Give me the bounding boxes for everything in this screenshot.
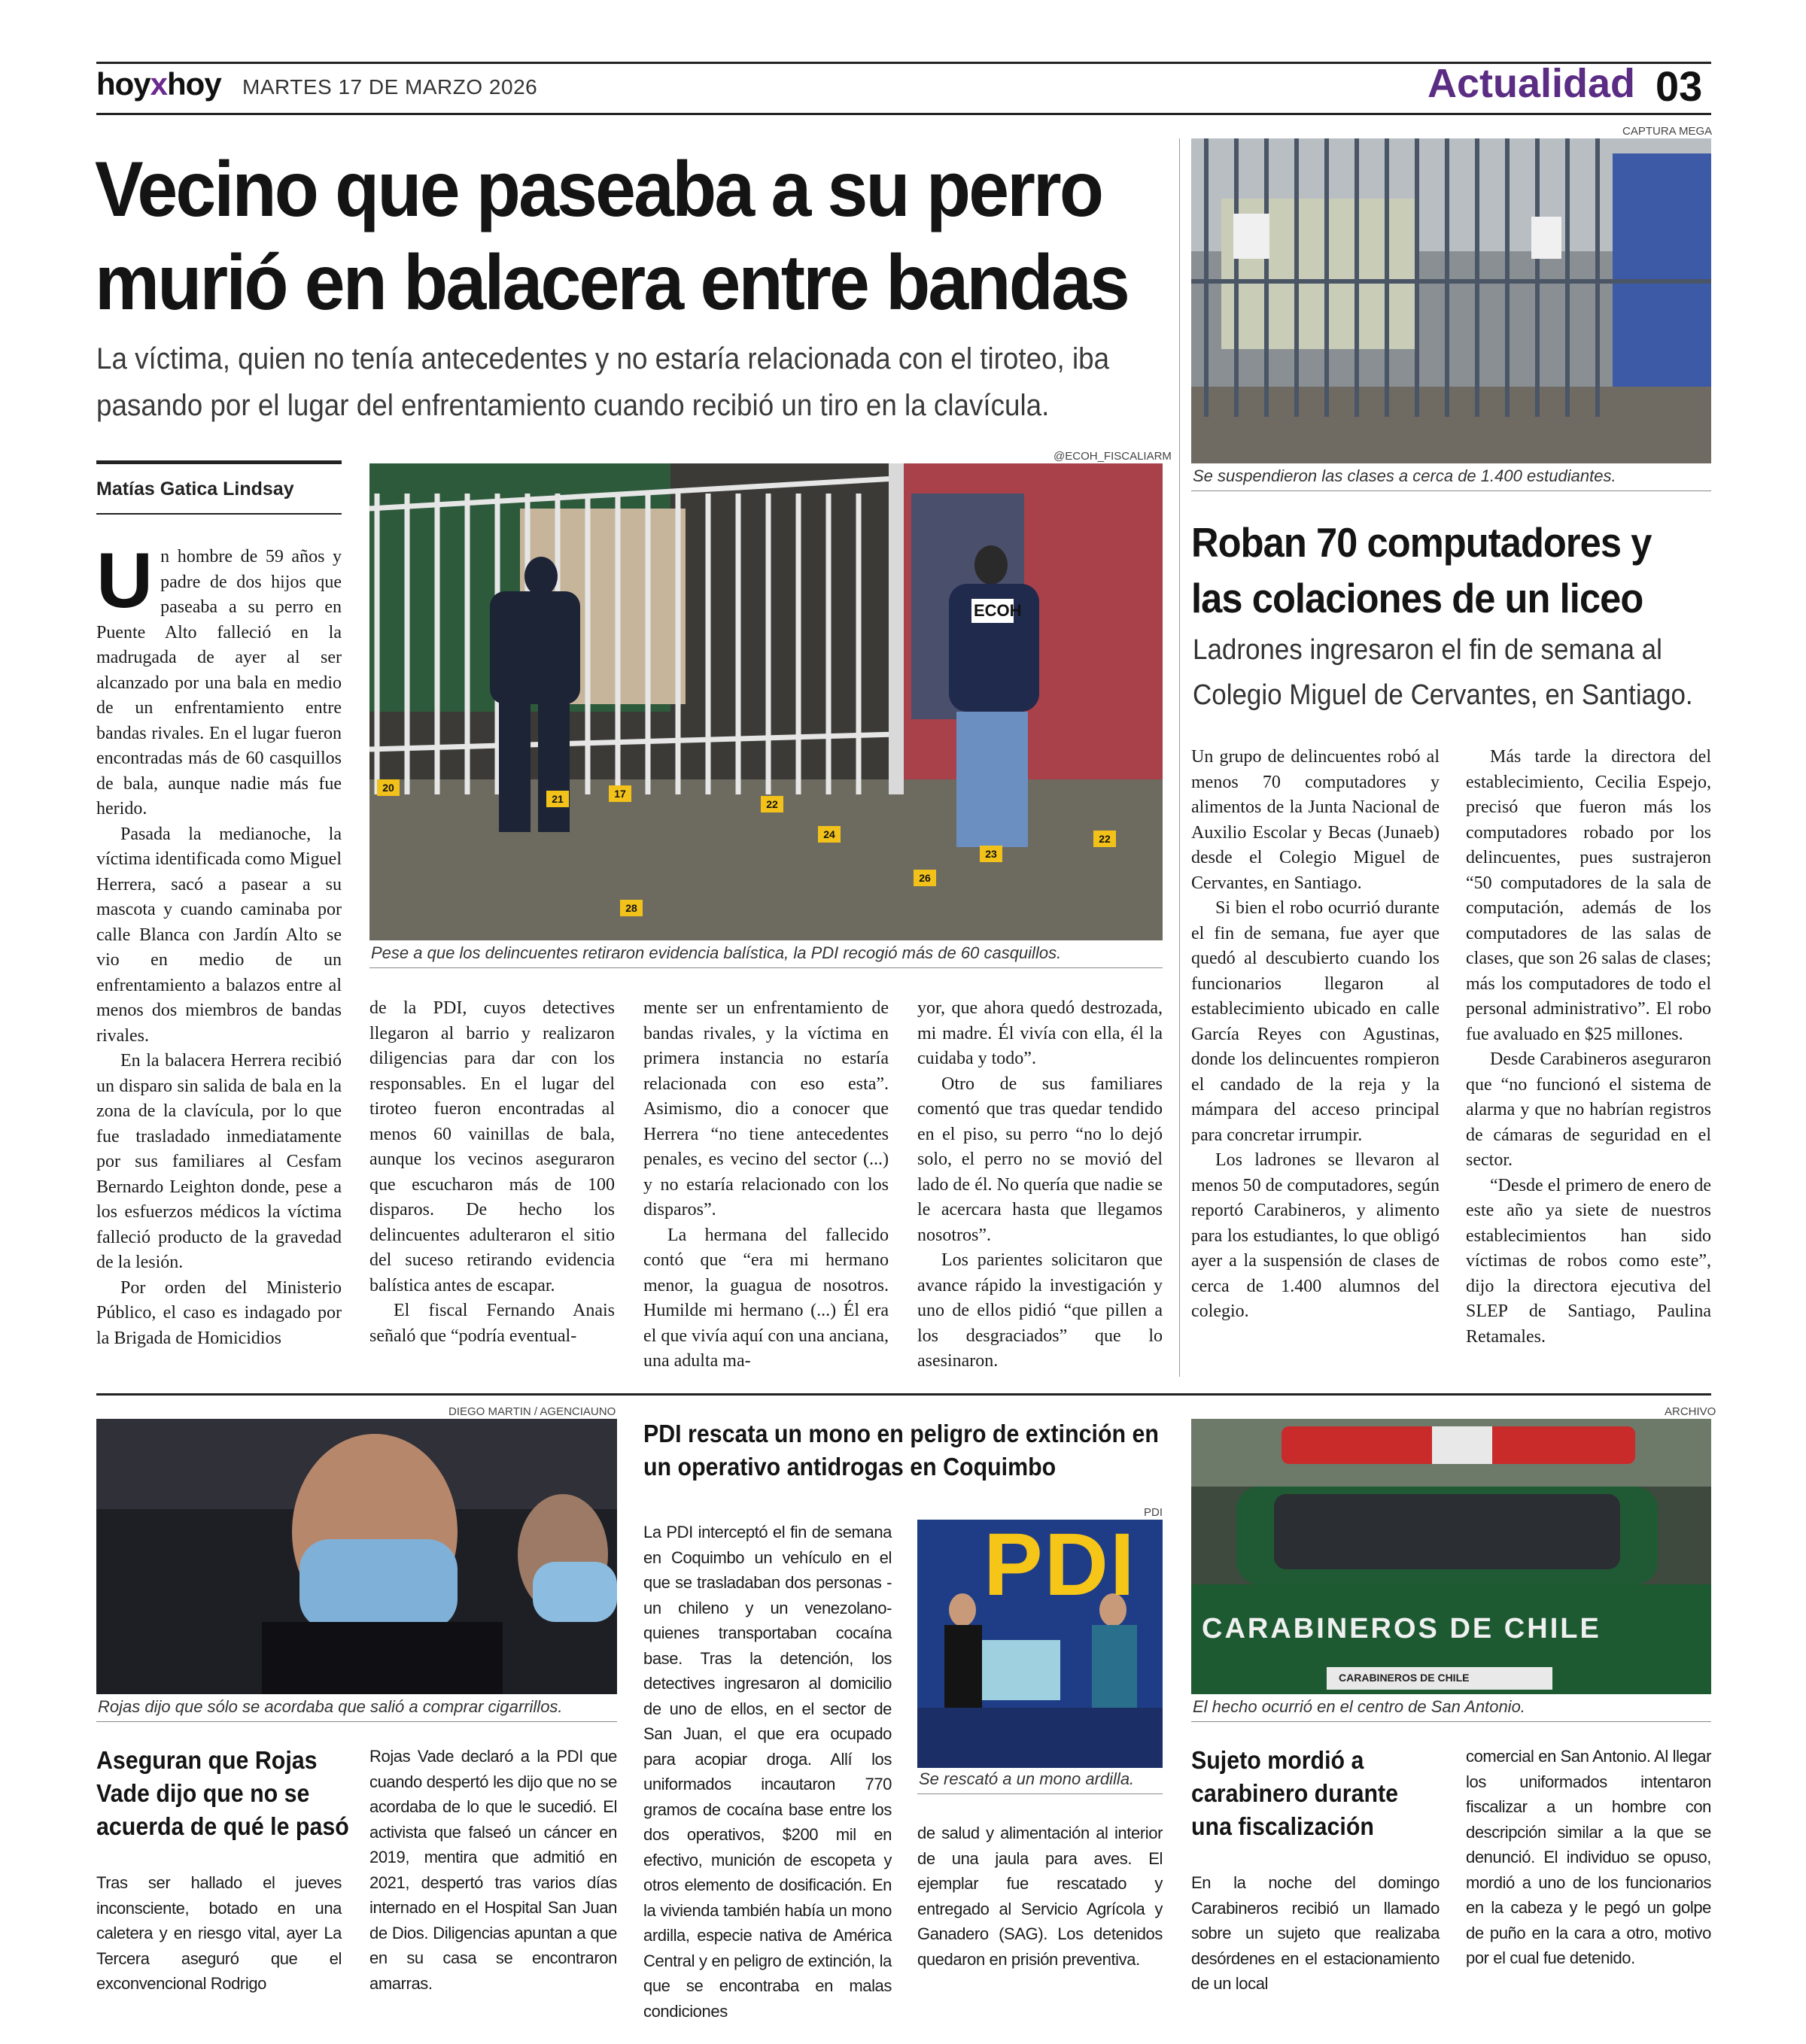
school-deck-line1: Ladrones ingresaron el fin de semana al bbox=[1193, 634, 1662, 666]
main-headline-line1: Vecino que paseaba a su perro bbox=[95, 146, 1102, 233]
main-col4-p2: Otro de sus familiares comentó que tras quedar tendido en el piso, su perro “no lo dejó solo, el perro no se movió del lado de él. No quería que nadie se le acercara hasta que llegamos nosotros”. bbox=[917, 1074, 1163, 1245]
school-caption-rule bbox=[1191, 490, 1711, 491]
main-deck-line1: La víctima, quien no tenía antecedentes y no estaría relacionada con el tiroteo, iba bbox=[96, 342, 1110, 375]
main-story-column-4 bbox=[917, 996, 1163, 1377]
main-col3-p2: La hermana del fallecido contó que “era mi hermano menor, la guagua de nosotros. Humilde mi hermano (...) Él era el que vivía aquí con una anciana, una adulta ma- bbox=[643, 1225, 889, 1371]
main-col1-p2: Pasada la medianoche, la víctima identificada como Miguel Herrera, sacó a pasear a su mascota y cuando caminaba por calle Blanca con Jardín Alto se vio en medio de un enfrentamiento a balazos entre al menos dos miembros de bandas rivales. bbox=[96, 824, 342, 1046]
vest-label: ECOH bbox=[974, 601, 1022, 620]
issue-date: MARTES 17 DE MARZO 2026 bbox=[242, 75, 538, 99]
evidence-marker bbox=[818, 826, 841, 843]
bottom-section-rule bbox=[96, 1393, 1711, 1396]
monkey-col1-text: La PDI interceptó el fin de semana en Coquimbo un vehículo en el que se trasladaban dos personas -un chileno y un venezolano- quienes transportaban cocaína base. Tras la detención, los detectives ingresaron al domicilio de uno de ellos, en el sector de San Juan, el que era ocupado para acopiar droga. Allí los uniformados incautaron 770 gramos de cocaína base entre los dos operativos, $200 mil en efectivo, munición de escopeta y otros elemento de dosificación. En la vivienda también había un mono ardilla, especie nativa de América Central y en peligro de extinción, la que se encontraba en malas condiciones bbox=[643, 1523, 892, 2021]
main-caption-rule bbox=[369, 967, 1163, 968]
main-deck-line2: pasando por el lugar del enfrentamiento cuando recibió un tiro en la clavícula. bbox=[96, 389, 1050, 422]
evidence-marker bbox=[546, 791, 569, 807]
school-col2-p3: “Desde el primero de enero de este año ya siete de nuestros establecimientos han sido víctimas de robos como este”, dijo la directora ejecutiva del SLEP de Santiago, Paulina Retamales. bbox=[1466, 1175, 1711, 1347]
byline: Matías Gatica Lindsay bbox=[96, 478, 294, 500]
carabinero-column-2 bbox=[1466, 1744, 1711, 1974]
masthead-logo bbox=[96, 66, 221, 102]
school-col1-p1: Un grupo de delincuentes robó al menos 70 computadores y alimentos de la Junta Nacional de Auxilio Escolar y Becas (Junaeb) desde el Colegio Miguel de Cervantes, en Santiago. bbox=[1191, 747, 1440, 893]
main-photo-credit: @ECOH_FISCALIARM bbox=[1054, 450, 1172, 463]
school-photo-caption: Se suspendieron las clases a cerca de 1.400 estudiantes. bbox=[1193, 466, 1616, 485]
evidence-marker-label: 24 bbox=[823, 828, 835, 840]
school-col1-p3: Los ladrones se llevaron al menos 50 de computadores, según reportó Carabineros, y alimento para los estudiantes, lo que obligó ayer a la suspensión de clases de cerca de 1.400 alumnos del colegio. bbox=[1191, 1150, 1440, 1321]
main-photo bbox=[369, 463, 1163, 940]
drop-cap: U bbox=[96, 537, 154, 624]
evidence-marker-label: 21 bbox=[552, 793, 564, 805]
main-col1-p3: En la balacera Herrera recibió un disparo sin salida de bala en la zona de la clavícula, por lo que fue trasladado inmediatamente por sus familiares al Cesfam Bernardo Leighton donde, pese a los esfuerzos médicos la víctima falleció producto de la gravedad de la lesión. bbox=[96, 1051, 342, 1272]
evidence-marker bbox=[914, 870, 936, 886]
evidence-marker bbox=[1093, 831, 1116, 847]
monkey-col2-text: de salud y alimentación al interior de una jaula para aves. El ejemplar fue rescatado y entregado al Servicio Agrícola y Ganadero (SAG). Los detenidos quedaron en prisión preventiva. bbox=[917, 1824, 1163, 1969]
section-title: Actualidad bbox=[1427, 61, 1636, 106]
rojas-headline-line3: acuerda de qué le pasó bbox=[96, 1812, 349, 1840]
main-story-column-3 bbox=[643, 996, 889, 1377]
main-col4-p1: yor, que ahora quedó destrozada, mi madre. Él vivía con ella, él la cuidaba y todo”. bbox=[917, 998, 1163, 1068]
main-story-column-2 bbox=[369, 996, 615, 1377]
school-headline-line1: Roban 70 computadores y bbox=[1191, 519, 1652, 566]
evidence-marker bbox=[761, 796, 783, 812]
carabinero-photo bbox=[1191, 1419, 1711, 1694]
evidence-marker-label: 17 bbox=[614, 788, 626, 800]
evidence-marker-label: 23 bbox=[985, 848, 997, 860]
logo-x: x bbox=[150, 66, 168, 102]
monkey-headline-line1: PDI rescata un mono en peligro de extinción en bbox=[643, 1420, 1159, 1447]
monkey-photo-caption: Se rescató a un mono ardilla. bbox=[919, 1769, 1135, 1788]
pdi-backdrop-text: PDI bbox=[984, 1515, 1136, 1614]
carabinero-col1-text: En la noche del domingo Carabineros recibió un llamado sobre un sujeto que realizaba desórdenes en el estacionamiento de un local bbox=[1191, 1873, 1440, 1993]
school-story-column-2 bbox=[1466, 745, 1711, 1377]
carabinero-caption-rule bbox=[1191, 1721, 1711, 1722]
carabinero-headline-line2: carabinero durante bbox=[1191, 1779, 1399, 1807]
school-col1-p2: Si bien el robo ocurrió durante el fin de semana, fue ayer que quedó al descubierto cuando los funcionarios llegaron al establecimiento ubicado en calle García Reyes con Agustinas, donde los delincuentes rompieron el candado de la reja y la mámpara del acceso principal para concretar irrumpir. bbox=[1191, 898, 1440, 1145]
carabinero-col2-text: comercial en San Antonio. Al llegar los uniformados intentaron fiscalizar a un hombre con descripción similar a la que se denunció. El individuo se opuso, mordió a uno de los funcionarios en la cabeza y le pegó un golpe de puño en la cara a otro, motivo por el cual fue detenido. bbox=[1466, 1747, 1711, 1967]
main-story-column-1 bbox=[96, 537, 342, 1377]
school-col2-p2: Desde Carabineros aseguraron que “no funcionó el sistema de alarma y que no habrían registros de cámaras de seguridad en el sector. bbox=[1466, 1049, 1711, 1170]
byline-bottom-rule bbox=[96, 513, 342, 515]
main-col3-p1: mente ser un enfrentamiento de bandas rivales, y la víctima en primera instancia no estaría relacionada con eso esta”. Asimismo, dio a conocer que Herrera “no tiene antecedentes penales, es vecino del sector (...) y no estaría relacionado con los disparos”. bbox=[643, 998, 889, 1219]
rojas-photo-credit: DIEGO MARTIN / AGENCIAUNO bbox=[448, 1405, 616, 1418]
evidence-marker-label: 26 bbox=[919, 872, 931, 884]
school-photo bbox=[1191, 138, 1711, 463]
rojas-photo-caption: Rojas dijo que sólo se acordaba que salió a comprar cigarrillos. bbox=[98, 1697, 563, 1716]
school-headline-line2: las colaciones de un liceo bbox=[1191, 575, 1643, 621]
page-number: 03 bbox=[1655, 62, 1703, 110]
monkey-headline-line2: un operativo antidrogas en Coquimbo bbox=[643, 1453, 1057, 1481]
carabinero-photo-credit: ARCHIVO bbox=[1665, 1405, 1716, 1418]
header-bottom-rule bbox=[96, 113, 1711, 115]
evidence-marker-label: 22 bbox=[766, 798, 778, 810]
car-door-text: CARABINEROS DE CHILE bbox=[1202, 1613, 1601, 1645]
car-plate-text: CARABINEROS DE CHILE bbox=[1339, 1672, 1470, 1684]
school-story-column-1 bbox=[1191, 745, 1440, 1377]
rojas-headline-line1: Aseguran que Rojas bbox=[96, 1746, 318, 1774]
carabinero-photo-caption: El hecho ocurrió en el centro de San Antonio. bbox=[1193, 1697, 1525, 1716]
main-col1-p4: Por orden del Ministerio Público, el caso es indagado por la Brigada de Homicidios bbox=[96, 1277, 342, 1348]
monkey-photo bbox=[917, 1515, 1163, 1768]
evidence-marker-label: 20 bbox=[382, 782, 394, 794]
carabinero-headline-line1: Sujeto mordió a bbox=[1191, 1746, 1364, 1774]
rojas-col2-text: Rojas Vade declaró a la PDI que cuando despertó les dijo que no se acordaba de lo que le sucedió. El activista que falseó un cáncer en 2019, mentira que admitió en 2021, despertó tras varios días internado en el Hospital San Juan de Dios. Diligencias apuntan a que en su casa se encontraron amarras. bbox=[369, 1747, 617, 1993]
evidence-marker-label: 28 bbox=[625, 902, 637, 914]
evidence-marker bbox=[620, 900, 643, 916]
monkey-column-2 bbox=[917, 1821, 1163, 1976]
rojas-col1-text: Tras ser hallado el jueves inconsciente, botado en una caletera y en riesgo vital, ayer La Tercera aseguró que el exconvencional Rodrigo bbox=[96, 1873, 342, 1993]
carabinero-headline-line3: una fiscalización bbox=[1191, 1812, 1374, 1840]
evidence-marker bbox=[609, 785, 631, 802]
logo-part-b: hoy bbox=[167, 66, 221, 102]
column-divider bbox=[1179, 138, 1180, 1377]
school-col2-p1: Más tarde la directora del establecimiento, Cecilia Espejo, precisó que fueron más los computadores robado por los delincuentes, pues sustrajeron “50 computadores de la sala de computación, además de los computadores de las salas de clases, que son 26 salas de clases; más los computadores de todo el personal administrativo”. El robo fue avaluado en $25 millones. bbox=[1466, 747, 1711, 1044]
school-deck-line2: Colegio Miguel de Cervantes, en Santiago. bbox=[1193, 679, 1693, 711]
rojas-column-1 bbox=[96, 1870, 342, 1993]
main-headline-line2: murió en balacera entre bandas bbox=[95, 239, 1129, 326]
evidence-marker bbox=[980, 846, 1002, 862]
byline-top-rule bbox=[96, 460, 342, 464]
monkey-photo-credit: PDI bbox=[1144, 1506, 1163, 1519]
main-col1-p1: n hombre de 59 años y padre de dos hijos que paseaba a su perro en Puente Alto falleció en la madrugada de ayer al ser alcanzado por una bala en medio de un enfrentamiento entre bandas rivales. En el lugar fueron encontradas más de 60 casquillos de bala, aunque nadie más fue herido. bbox=[96, 547, 342, 819]
carabinero-column-1 bbox=[1191, 1870, 1440, 1993]
rojas-caption-rule bbox=[96, 1721, 617, 1722]
monkey-caption-rule bbox=[917, 1793, 1163, 1794]
main-col2-p2: El fiscal Fernando Anais señaló que “podría eventual- bbox=[369, 1301, 615, 1346]
rojas-headline-line2: Vade dijo que no se bbox=[96, 1779, 310, 1807]
logo-part-a: hoy bbox=[96, 66, 150, 102]
rojas-photo bbox=[96, 1419, 617, 1694]
main-col4-p3: Los parientes solicitaron que avance rápido la investigación y uno de ellos pidió “que pillen a los desgraciados” que lo asesinaron. bbox=[917, 1250, 1163, 1371]
monkey-column-1 bbox=[643, 1520, 892, 2021]
school-photo-credit: CAPTURA MEGA bbox=[1622, 125, 1713, 138]
evidence-marker bbox=[377, 779, 400, 796]
main-photo-caption: Pese a que los delincuentes retiraron evidencia balística, la PDI recogió más de 60 casquillos. bbox=[371, 943, 1062, 962]
evidence-marker-label: 22 bbox=[1099, 833, 1111, 845]
rojas-column-2 bbox=[369, 1744, 617, 1993]
main-col2-p1: de la PDI, cuyos detectives llegaron al barrio y realizaron diligencias para dar con los responsables. En el lugar del tiroteo fueron encontradas al menos 60 vainillas de bala, aunque los vecinos aseguraron que escucharon más de 100 disparos. De hecho los delincuentes adulteraron el sitio del suceso retirando evidencia balística antes de escapar. bbox=[369, 998, 615, 1295]
